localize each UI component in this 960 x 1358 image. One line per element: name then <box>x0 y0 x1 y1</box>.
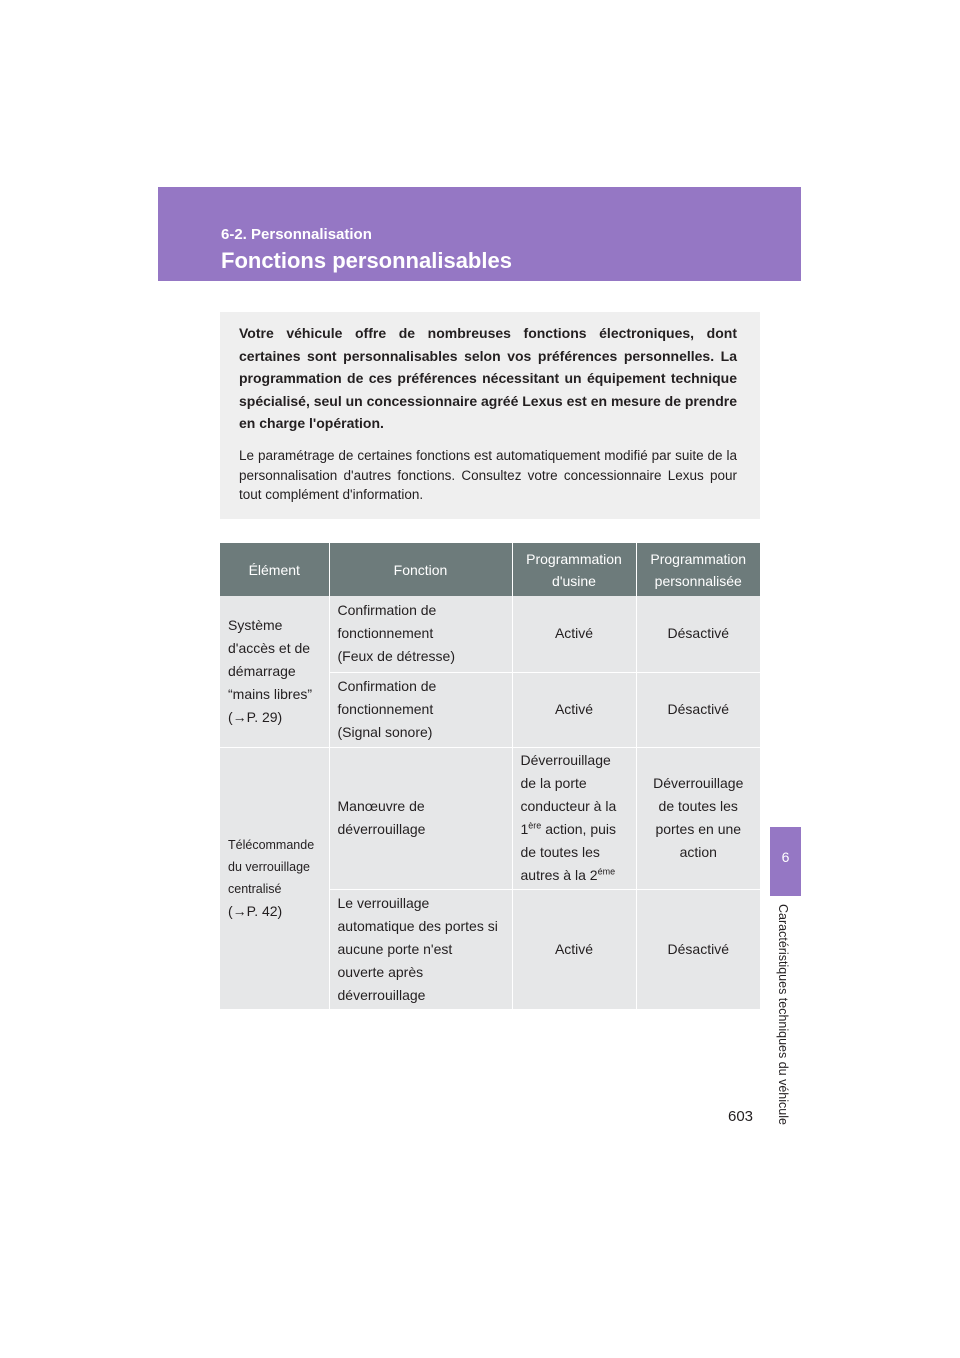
element-cell-remote-locking: Télécommande du verrouillage centralisé (→P. 42) <box>220 747 329 1009</box>
factory-value: Activé <box>512 596 636 672</box>
intro-note-text: Le paramétrage de certaines fonctions est automatiquement modifié par suite de la personnalisation d'autres fonctions. Consultez votre concessionnaire Lexus pour tout complément d'information. <box>239 448 737 502</box>
table-header-row <box>220 543 760 596</box>
chapter-header <box>158 187 801 281</box>
fonction-cell: Manœuvre de déverrouillage <box>329 747 512 889</box>
custom-value: Désactivé <box>636 889 760 1009</box>
chapter-tab <box>770 827 801 896</box>
intro-bold-text: Votre véhicule offre de nombreuses fonctions électroniques, dont certaines sont personnalisables selon vos préférences personnelles. La programmation de ces préférences nécessitant un équipement technique spécialisé, seul un concessionnaire agréé Lexus est en mesure de prendre en charge l'opération. <box>239 325 737 431</box>
customization-table <box>220 543 760 1010</box>
intro-box <box>220 312 760 519</box>
factory-value: Déverrouillage de la porte conducteur à la 1ère action, puis de toutes les autres à la $2^{éme}$ <box>512 747 636 889</box>
table-row <box>220 596 760 672</box>
header-fonction: Fonction <box>329 543 512 596</box>
table-row <box>220 747 760 889</box>
page-title: Fonctions personnalisables <box>221 248 512 273</box>
section-label: 6-2. Personnalisation <box>221 226 372 243</box>
header-custom-setting: Programmation personnalisée <box>636 543 760 596</box>
fonction-cell: Confirmation de fonctionnement (Signal sonore) <box>329 672 512 747</box>
factory-value: Activé <box>512 672 636 747</box>
header-factory-setting: Programmation d'usine <box>512 543 636 596</box>
chapter-side-label: Caractéristiques techniques du véhicule <box>776 904 790 1125</box>
fonction-cell: Le verrouillage automatique des portes si aucune porte n'est ouverte après déverrouillage <box>329 889 512 1009</box>
element-cell-smart-access: Système d'accès et de démarrage “mains libres” (→P. 29) <box>220 596 329 747</box>
custom-value: Désactivé <box>636 672 760 747</box>
factory-value: Activé <box>512 889 636 1009</box>
header-element: Élément <box>220 543 329 596</box>
page-reference: (→P. 29) <box>228 708 283 725</box>
custom-value: Désactivé <box>636 596 760 672</box>
chapter-number: 6 <box>781 849 790 865</box>
fonction-cell: Confirmation de fonctionnement (Feux de détresse) <box>329 596 512 672</box>
page-reference: (→P. 42) <box>228 903 283 919</box>
custom-value: Déverrouillage de toutes les portes en une action <box>636 747 760 889</box>
page-number: 603 <box>728 1108 754 1125</box>
